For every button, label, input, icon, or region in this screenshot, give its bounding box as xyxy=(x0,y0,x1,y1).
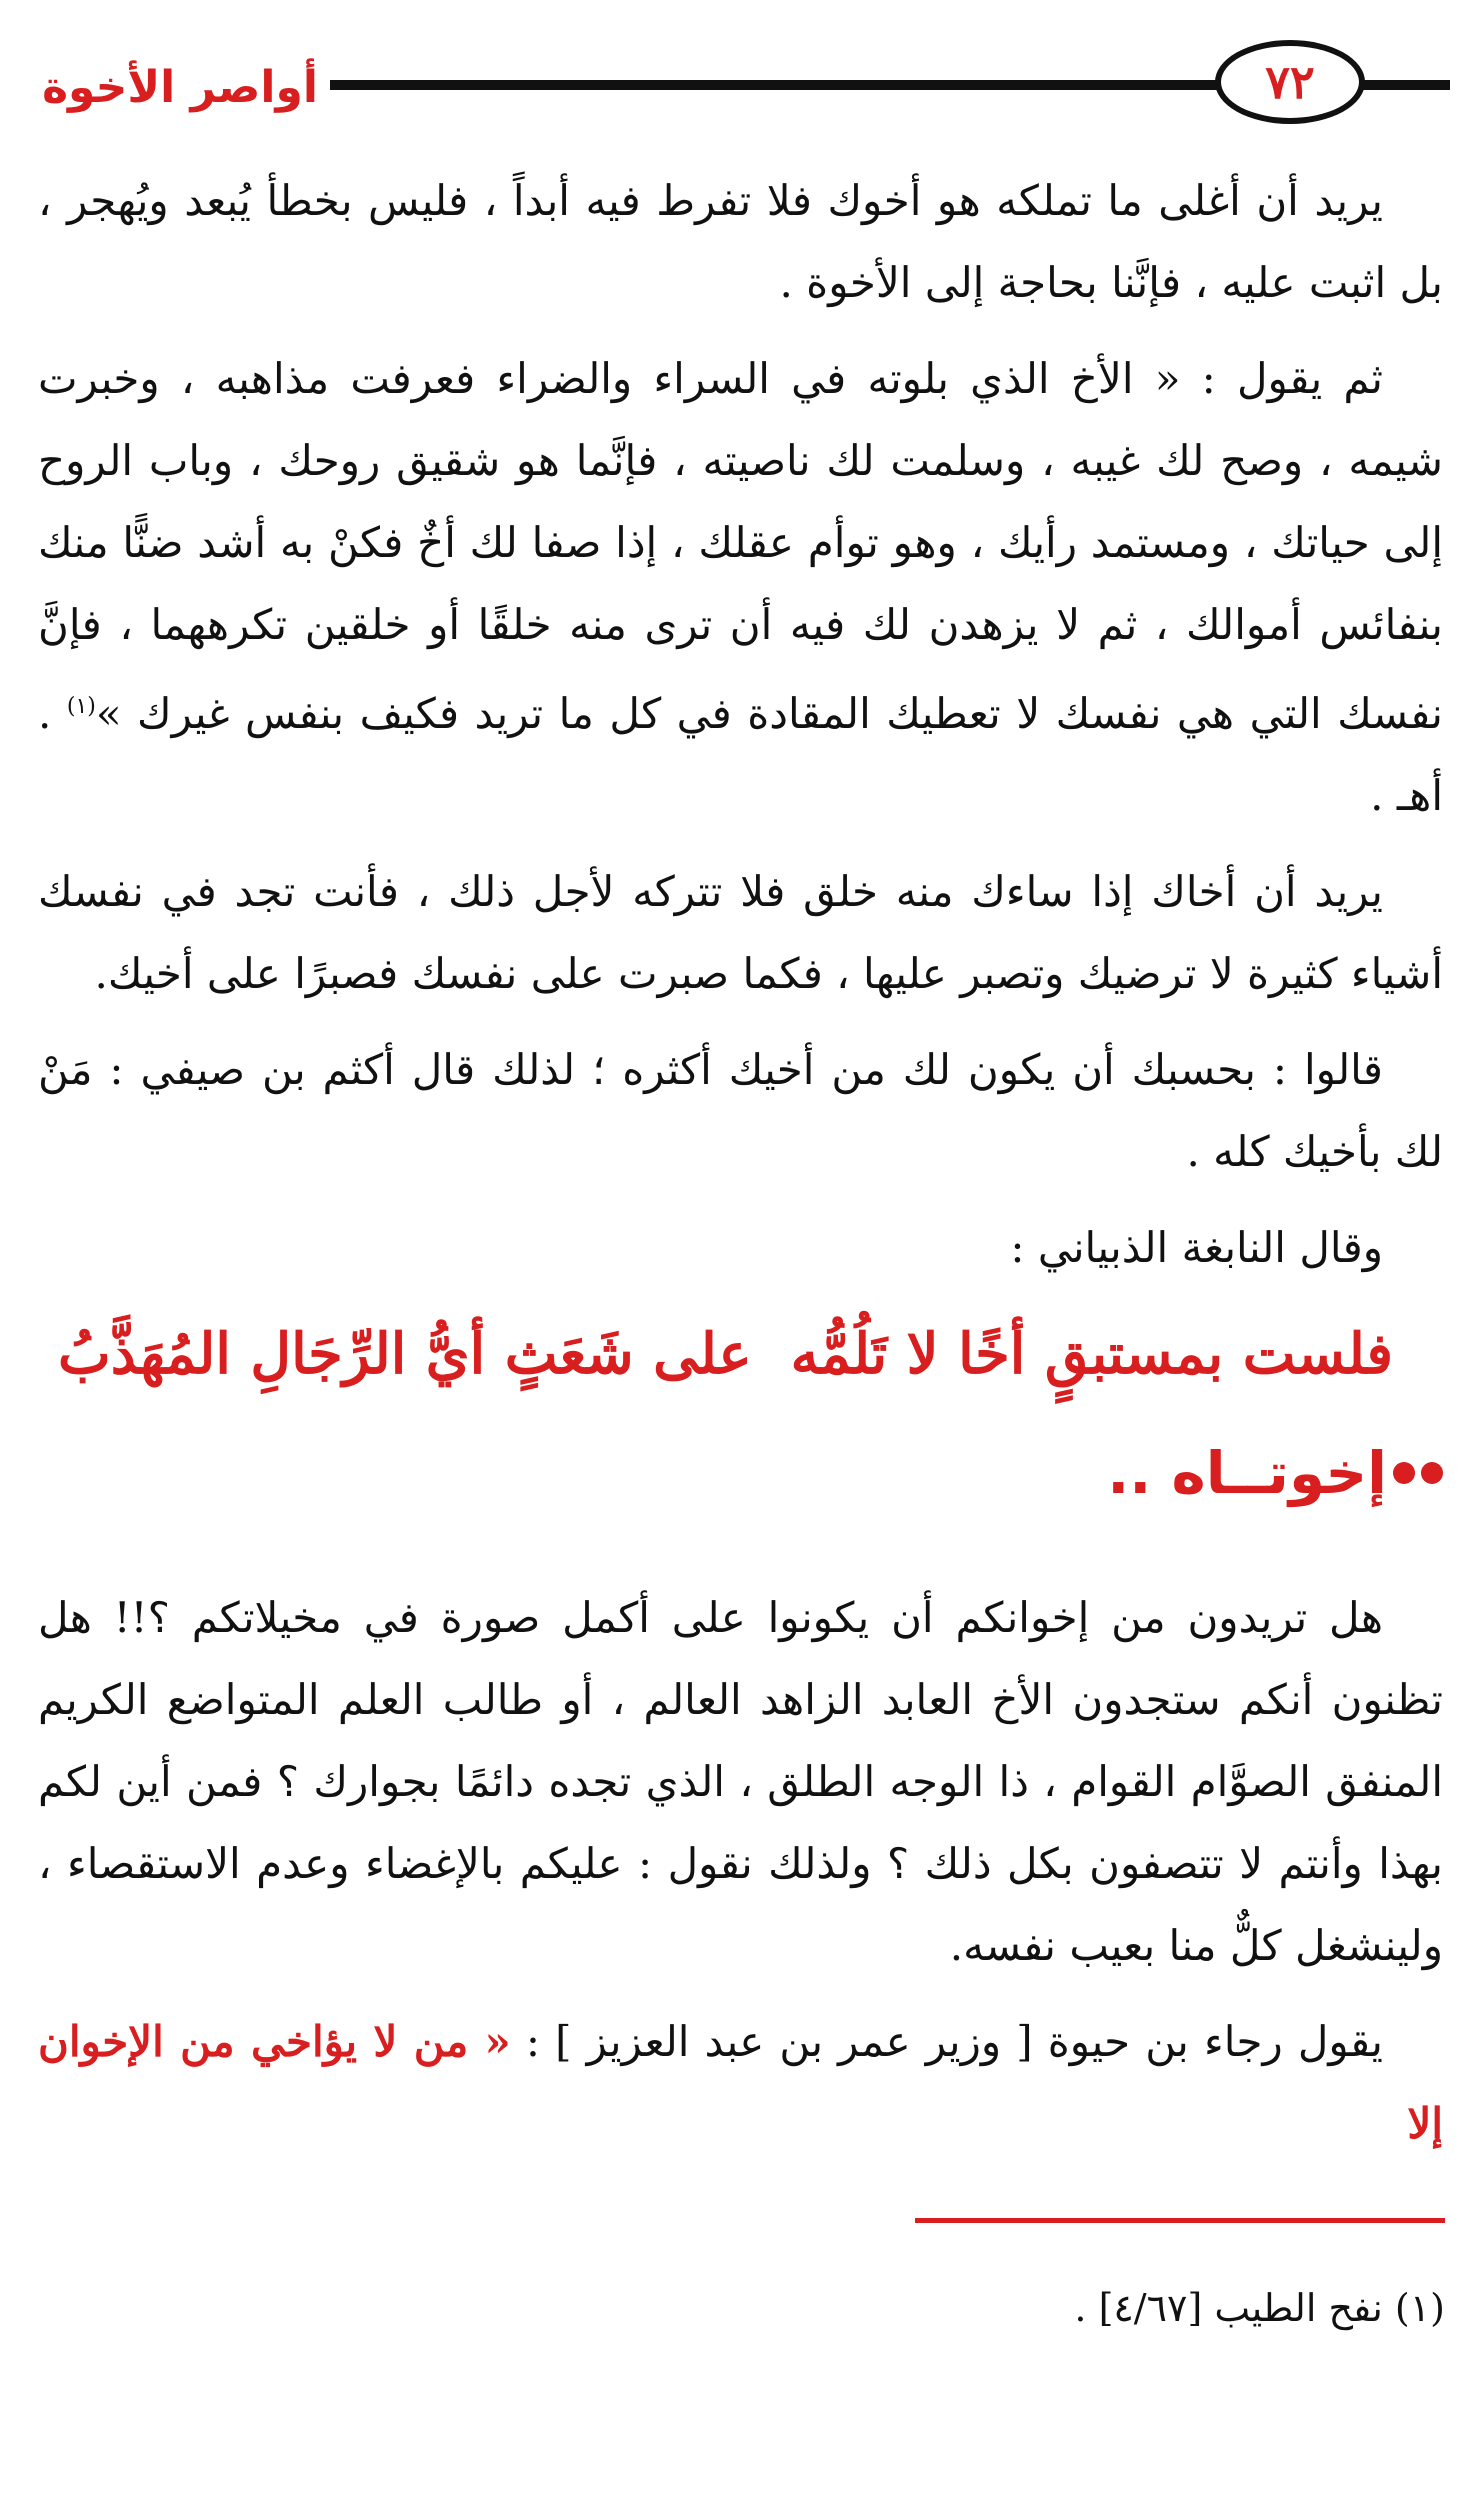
footnote: (١) نفح الطيب [٤/٦٧] . xyxy=(1074,2286,1445,2330)
footnote-reference: (١) xyxy=(66,694,96,719)
page-number: ٧٢ xyxy=(1215,40,1365,124)
bullet-dots-icon xyxy=(1393,1462,1443,1484)
paragraph-2 xyxy=(38,338,1443,837)
paragraph-7 xyxy=(38,2001,1443,2165)
paragraph-3: يريد أن أخاك إذا ساءك منه خلق فلا تتركه لأجل ذلك ، فأنت تجد في نفسك أشياء كثيرة لا ترضيك وتصبر عليها ، فكما صبرت على نفسك فصبرًا على أخيك. xyxy=(38,867,1443,998)
running-title: أواصر الأخوة xyxy=(30,52,330,122)
paragraph-6: هل تريدون من إخوانكم أن يكونوا على أكمل صورة في مخيلاتكم ؟!! هل تظنون أنكم ستجدون الأخ العابد الزاهد العالم ، أو طالب العلم المتواضع الكريم المنفق الصوَّام القوام ، ذا الوجه الطلق ، الذي تجده دائمًا بجوارك ؟ فمن أين لكم بهذا وأنتم لا تتصفون بكل ذلك ؟ ولذلك نقول : عليكم بالإغضاء وعدم الاستقصاء ، ولينشغل كلٌّ منا بعيب نفسه. xyxy=(38,1593,1443,1970)
page-header xyxy=(30,40,1450,130)
quote-intro: يقول رجاء بن حيوة [ وزير عمر بن عبد العزيز ] : xyxy=(510,2017,1383,2066)
section-title-text: إخوتــاه .. xyxy=(1107,1439,1387,1507)
poem-second-hemistich: على شَعَثٍ أيُّ الرِّجَالِ المُهَذَّبُ xyxy=(58,1321,752,1387)
paragraph-4: قالوا : بحسبك أن يكون لك من أخيك أكثره ؛ لذلك قال أكثم بن صيفي : مَنْ لك بأخيك كله . xyxy=(38,1045,1443,1176)
poem-first-hemistich: فلست بمستبقٍ أخًا لا تَلُمُّه xyxy=(790,1321,1393,1387)
poem-verse xyxy=(38,1309,1443,1399)
quote-text: ثم يقول : « الأخ الذي بلوته في السراء والضراء فعرفت مذاهبه ، وخبرت شيمه ، وصح لك غيبه ، وسلمت لك ناصيته ، فإنَّما هو شقيق روحك ، وباب الروح إلى حياتك ، ومستمد رأيك ، وهو توأم عقلك ، إذا صفا لك أخٌ فكنْ به أشد ضنًّا منك بنفائس أموالك ، ثم لا يزهدن لك فيه أن ترى منه خلقًا أو خلقين تكرههما ، فإنَّ نفسك التي هي نفسك لا تعطيك المقادة في كل ما تريد فكيف بنفس غيرك » xyxy=(38,354,1444,738)
paragraph-1: يريد أن أغلى ما تملكه هو أخوك فلا تفرط فيه أبداً ، فليس بخطأ يُبعد ويُهجر ، بل اثبت عليه ، فإنَّنا بحاجة إلى الأخوة . xyxy=(38,176,1443,307)
page-body xyxy=(38,160,1443,2179)
quote-highlight: « من لا يؤاخي من الإخوان إلا xyxy=(38,2017,1443,2148)
quote-end: . أهـ . xyxy=(38,689,1443,820)
footnote-divider xyxy=(915,2218,1445,2223)
section-heading xyxy=(38,1439,1443,1507)
paragraph-5: وقال النابغة الذبياني : xyxy=(1010,1223,1383,1272)
